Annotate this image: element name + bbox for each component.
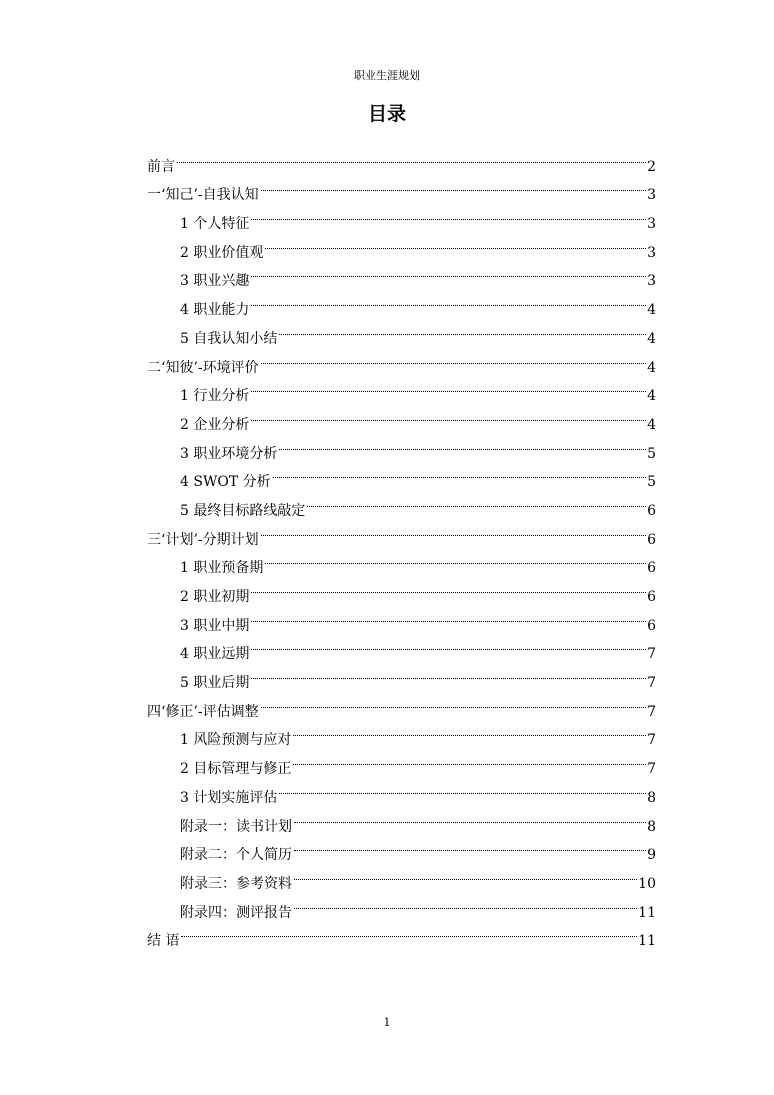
toc-entry-label: 一‘知己’-自我认知 [147,187,259,204]
toc-dot-leader [177,142,646,171]
toc-entry-label: 三‘计划’-分期计划 [147,531,259,548]
running-header: 职业生涯规划 [354,69,420,82]
toc-entry-page-number: 6 [647,589,656,605]
toc-entry-label: 前言 [147,158,175,175]
toc-dot-leader [293,744,646,773]
toc-entry-label: 附录二：个人简历 [180,847,292,864]
toc-entry-page-number: 4 [647,330,656,347]
toc-dot-leader [251,630,646,659]
toc-dot-leader [251,658,646,687]
toc-entry-page-number: 8 [647,818,656,835]
toc-entry-label: 5 职业后期 [180,675,250,692]
toc-entry-label: 3 职业中期 [180,617,250,634]
toc-entry[interactable] [147,142,656,175]
toc-dot-leader [279,773,646,802]
toc-dot-leader [273,458,646,487]
toc-entry-label: 3 职业环境分析 [180,445,278,462]
toc-entry-label: 5 最终目标路线敲定 [180,502,306,519]
toc-entry-page-number: 7 [647,732,656,749]
toc-entry-label: 4 职业远期 [180,646,250,663]
toc-dot-leader [261,171,646,200]
toc-entry-page-number: 7 [647,675,656,692]
toc-dot-leader [251,601,646,630]
toc-entry-label: 2 企业分析 [180,416,250,433]
header-rule [146,89,658,90]
page-number: 1 [383,1016,391,1029]
toc-entry-label: 4 职业能力 [180,302,250,319]
toc-entry-page-number: 3 [647,244,656,261]
toc-dot-leader [293,716,646,745]
toc-dot-leader [279,429,646,458]
toc-dot-leader [265,544,646,573]
toc-dot-leader [251,572,646,601]
toc-dot-leader [265,228,646,257]
toc-dot-leader [251,285,646,314]
toc-dot-leader [261,687,646,716]
toc-entry-page-number: 7 [647,703,656,720]
toc-entry-label: 2 职业价值观 [180,244,264,261]
toc-dot-leader [251,400,646,429]
toc-dot-leader [294,859,637,888]
toc-entry-label: 2 目标管理与修正 [180,761,292,778]
toc-entry-label: 2 职业初期 [180,589,250,605]
toc-entry-page-number: 11 [638,904,656,921]
toc-entry-page-number: 10 [638,875,656,892]
toc-entry-label: 3 计划实施评估 [180,789,278,806]
toc-entry-page-number: 3 [647,273,656,290]
toc-dot-leader [251,199,646,228]
toc-entry-page-number: 6 [647,531,656,548]
toc-entry-page-number: 7 [647,761,656,778]
toc-entry[interactable] [147,917,656,950]
toc-entry-label: 1 职业预备期 [180,560,264,577]
toc-entry-page-number: 5 [647,474,656,491]
toc-entry-label: 4 SWOT 分析 [180,474,271,491]
toc-entry-label: 二‘知彼’-环境评价 [147,359,259,376]
toc-entry-page-number: 6 [647,617,656,634]
toc-entry-page-number: 2 [647,158,656,175]
toc-entry-label: 附录四：测评报告 [180,904,292,921]
toc-entry-label: 1 风险预测与应对 [180,732,292,749]
toc-entry-page-number: 5 [647,445,656,462]
toc-entry-page-number: 6 [647,560,656,577]
toc-dot-leader [279,314,646,343]
toc-entry-label: 1 行业分析 [180,388,250,405]
toc-entry-page-number: 7 [647,646,656,663]
toc-dot-leader [251,257,646,286]
toc-entry-page-number: 4 [647,388,656,405]
toc-dot-leader [261,343,646,372]
toc-dot-leader [294,888,637,917]
toc-dot-leader [261,515,646,544]
toc-dot-leader [294,831,646,860]
toc-entry-page-number: 4 [647,359,656,376]
toc-entry-page-number: 4 [647,302,656,319]
toc-entry-page-number: 9 [647,847,656,864]
toc-entry-page-number: 11 [638,933,656,950]
toc-entry-label: 5 自我认知小结 [180,330,278,347]
toc-entry-label: 附录一：读书计划 [180,818,292,835]
toc-entry-label: 1 个人特征 [180,216,250,233]
toc-dot-leader [251,372,646,401]
toc-entry-page-number: 4 [647,416,656,433]
toc-entry-label: 四‘修正’-评估调整 [147,703,259,720]
toc-entry-page-number: 6 [647,502,656,519]
table-of-contents [147,142,656,950]
toc-entry-label: 3 职业兴趣 [180,273,250,290]
toc-dot-leader [294,802,646,831]
toc-dot-leader [181,917,637,946]
toc-dot-leader [307,486,646,515]
page-title: 目录 [367,103,406,125]
toc-entry-page-number: 8 [647,789,656,806]
toc-entry-label: 结 语 [147,933,180,950]
toc-entry-page-number: 3 [647,187,656,204]
toc-entry-label: 附录三：参考资料 [180,875,292,892]
toc-entry-page-number: 3 [647,216,656,233]
toc-entry[interactable] [147,171,656,204]
